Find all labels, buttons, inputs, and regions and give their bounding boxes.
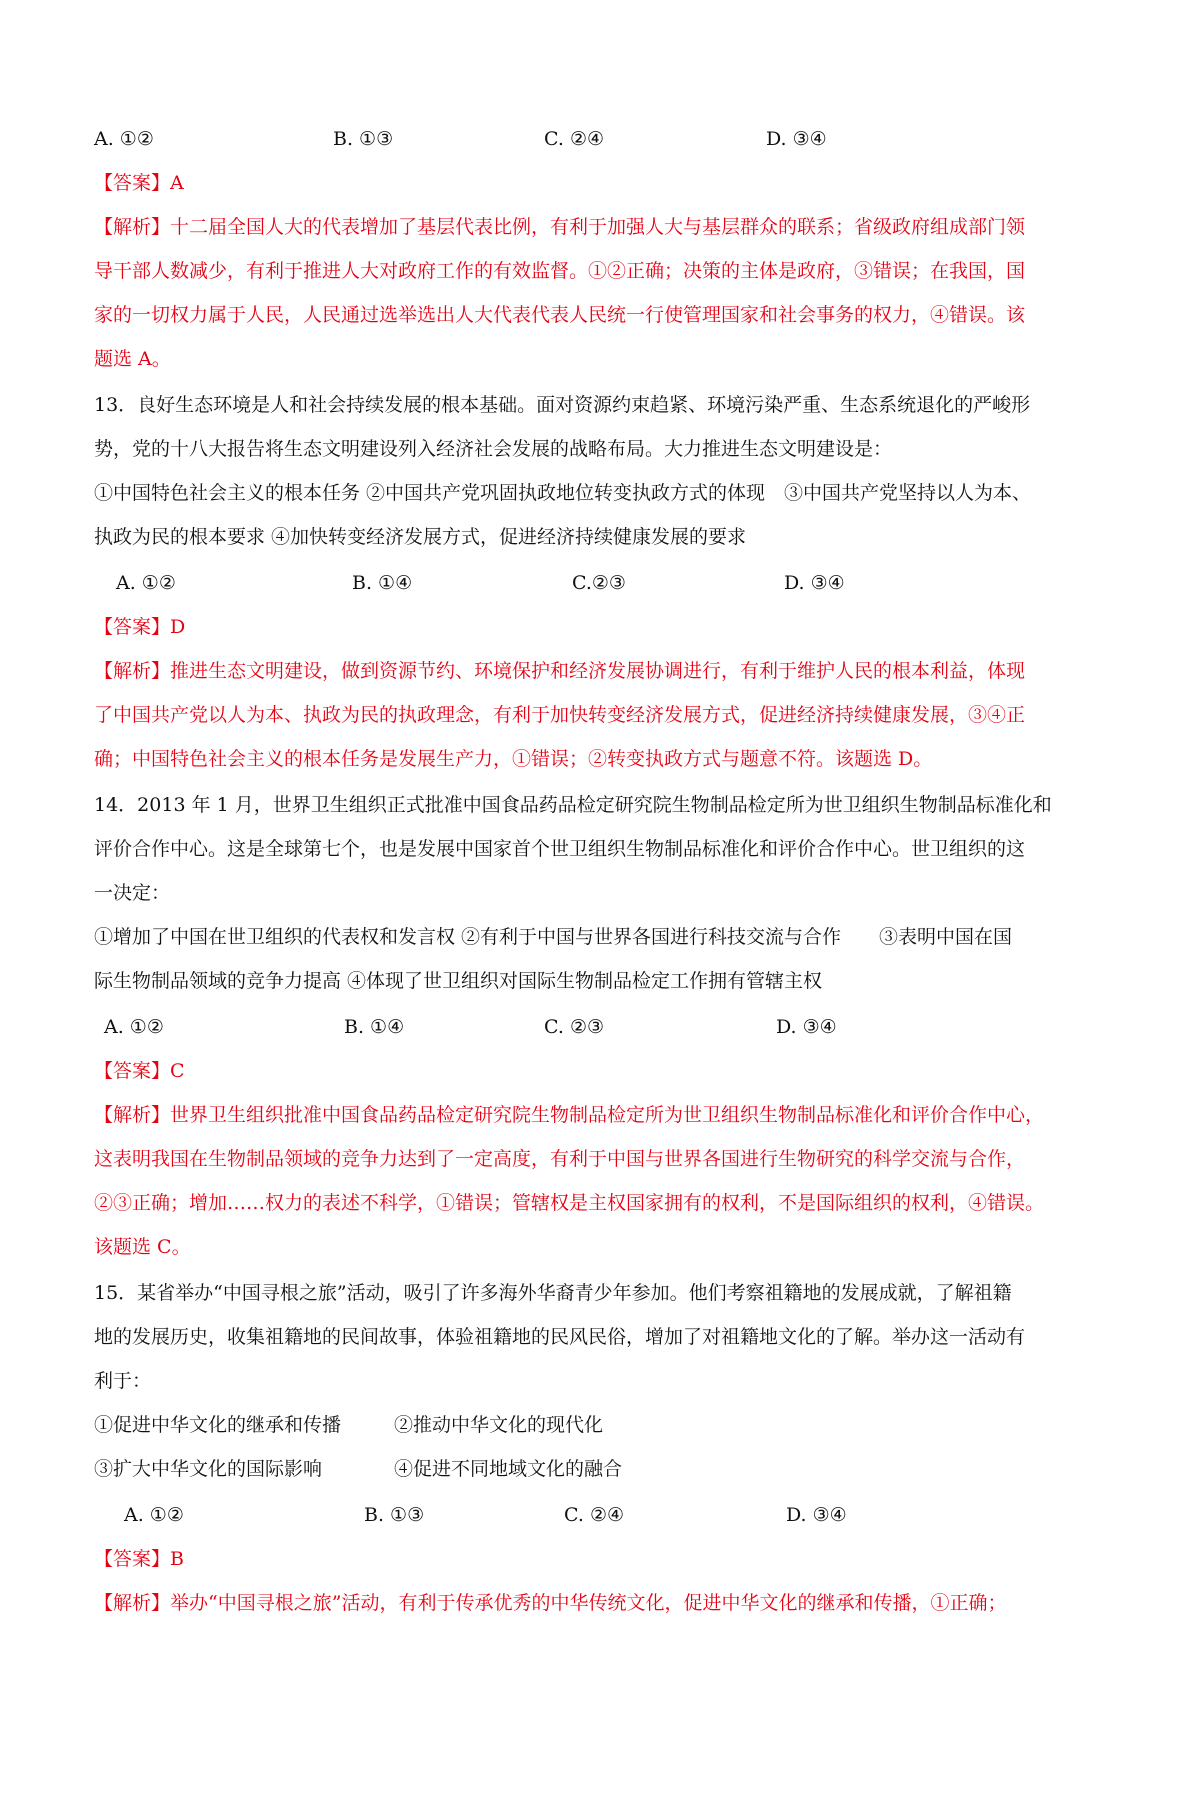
stem-line: ①增加了中国在世卫组织的代表权和发言权 ②有利于中国与世界各国进行科技交流与合作 ③表明中国在国 [94,926,1013,948]
q12-option-a: A. ①② [94,128,154,150]
analysis-line: 举办“中国寻根之旅”活动，有利于传承优秀的中华传统文化，促进中华文化的继承和传播，①正确； [170,1592,1007,1614]
choice-item: ④促进不同地域文化的融合 [394,1458,623,1480]
stem-line: 一决定： [94,882,171,904]
analysis-line: 推进生态文明建设，做到资源节约、环境保护和经济发展协调进行，有利于维护人民的根本利益，体现 [170,660,1026,682]
analysis-line: 家的一切权力属于人民，人民通过选举选出人大代表代表人民统一行使管理国家和社会事务的权力，④错误。该 [94,304,1026,326]
q15-option-c: C. ②④ [564,1504,625,1526]
q13-option-d: D. ③④ [784,572,845,594]
q15-answer [94,1544,184,1574]
analysis-line: 十二届全国人大的代表增加了基层代表比例，有利于加强人大与基层群众的联系；省级政府组成部门领 [170,216,1026,238]
analysis-line: ②③正确；增加……权力的表述不科学，①错误；管辖权是主权国家拥有的权利，不是国际组织的权利，④错误。 [94,1192,1045,1214]
answer-value: B [170,1548,184,1570]
answer-tag: 【答案】 [94,172,171,194]
q14-option-c: C. ②③ [544,1016,605,1038]
q14-option-b: B. ①④ [344,1016,405,1038]
analysis-line: 导干部人数减少，有利于推进人大对政府工作的有效监督。①②正确；决策的主体是政府，③错误；在我国，国 [94,260,1026,282]
stem-line: 际生物制品领域的竞争力提高 ④体现了世卫组织对国际生物制品检定工作拥有管辖主权 [94,970,823,992]
q15-option-a: A. ①② [124,1504,184,1526]
analysis-line: 这表明我国在生物制品领域的竞争力达到了一定高度，有利于中国与世界各国进行生物研究的科学交流与合作， [94,1148,1026,1170]
stem-line: 势，党的十八大报告将生态文明建设列入经济社会发展的战略布局。大力推进生态文明建设是： [94,438,893,460]
stem-line: 评价合作中心。这是全球第七个，也是发展中国家首个世卫组织生物制品标准化和评价合作中心。世卫组织的这 [94,838,1026,860]
q13-option-b: B. ①④ [352,572,413,594]
q14-option-a: A. ①② [104,1016,164,1038]
analysis-line: 题选 A。 [94,348,171,370]
analysis-tag: 【解析】 [94,1592,171,1614]
q12-answer [94,168,184,198]
analysis-line: 该题选 C。 [94,1236,191,1258]
answer-value: D [170,616,186,638]
analysis-tag: 【解析】 [94,1104,171,1126]
answer-value: A [170,172,184,194]
stem-line: 利于： [94,1370,152,1392]
choice-item: ②推动中华文化的现代化 [394,1414,604,1436]
choice-item: ①促进中华文化的继承和传播 [94,1414,342,1436]
answer-value: C [170,1060,185,1082]
analysis-line: 世界卫生组织批准中国食品药品检定研究院生物制品检定所为世卫组织生物制品标准化和评价合作中心， [170,1104,1045,1126]
analysis-line: 了中国共产党以人为本、执政为民的执政理念，有利于加快转变经济发展方式，促进经济持续健康发展，③④正 [94,704,1026,726]
q13-answer [94,612,185,642]
answer-tag: 【答案】 [94,1060,171,1082]
choice-item: ③扩大中华文化的国际影响 [94,1458,323,1480]
analysis-line: 确；中国特色社会主义的根本任务是发展生产力，①错误；②转变执政方式与题意不符。该题选 D。 [94,748,933,770]
stem-line: 13．良好生态环境是人和社会持续发展的根本基础。面对资源约束趋紧、环境污染严重、生态系统退化的严峻形 [94,394,1031,416]
analysis-tag: 【解析】 [94,660,171,682]
q14-option-d: D. ③④ [776,1016,837,1038]
q12-option-c: C. ②④ [544,128,605,150]
answer-tag: 【答案】 [94,616,171,638]
q15-option-b: B. ①③ [364,1504,425,1526]
answer-tag: 【答案】 [94,1548,171,1570]
q14-answer [94,1056,185,1086]
stem-line: ①中国特色社会主义的根本任务 ②中国共产党巩固执政地位转变执政方式的体现 ③中国共产党坚持以人为本、 [94,482,1032,504]
analysis-tag: 【解析】 [94,216,171,238]
q12-option-d: D. ③④ [766,128,827,150]
q15-option-d: D. ③④ [786,1504,847,1526]
stem-line: 执政为民的根本要求 ④加快转变经济发展方式，促进经济持续健康发展的要求 [94,526,747,548]
q13-option-c: C.②③ [572,572,626,594]
q13-option-a: A. ①② [116,572,176,594]
q12-option-b: B. ①③ [333,128,394,150]
stem-line: 15．某省举办“中国寻根之旅”活动，吸引了许多海外华裔青少年参加。他们考察祖籍地的发展成就，了解祖籍 [94,1282,1012,1304]
stem-line: 地的发展历史，收集祖籍地的民间故事，体验祖籍地的民风民俗，增加了对祖籍地文化的了解。举办这一活动有 [94,1326,1026,1348]
stem-line: 14．2013 年 1 月，世界卫生组织正式批准中国食品药品检定研究院生物制品检定所为世卫组织生物制品标准化和 [94,794,1052,816]
